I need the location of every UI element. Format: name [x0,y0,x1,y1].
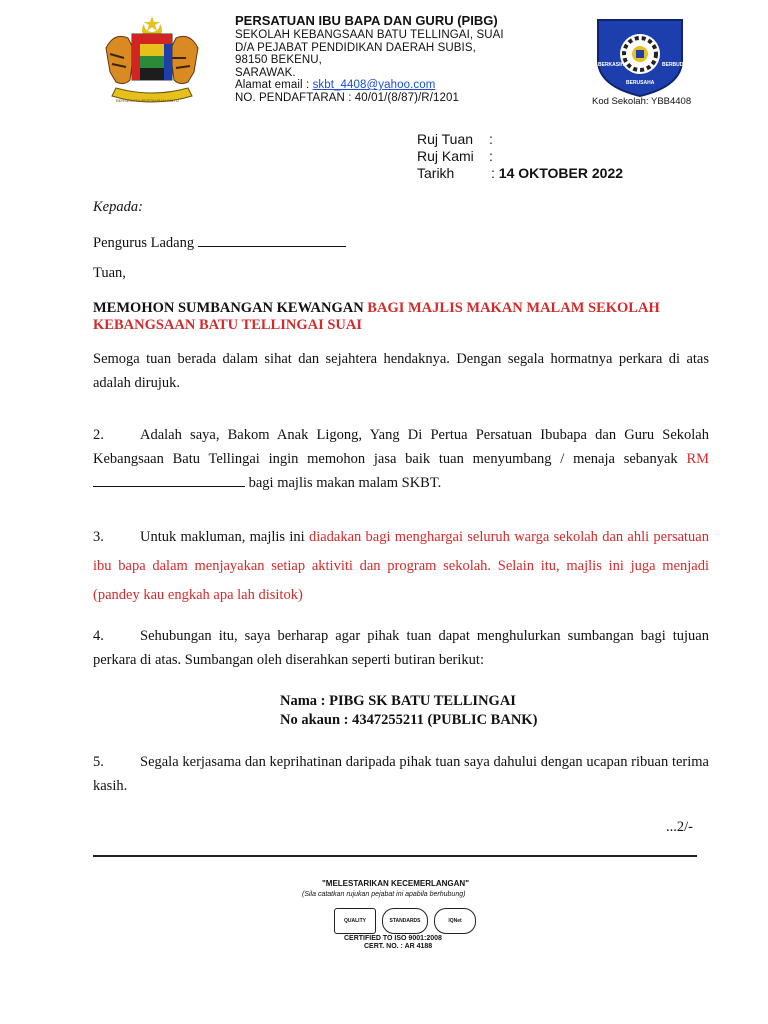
letterhead [235,14,565,104]
paragraph-2-end: bagi majlis makan malam SKBT. [245,475,442,491]
iqnet-badge-label: IQNet [448,918,462,924]
logo-bottom-text: BERUSAHA [626,80,655,86]
ruj-tuan-colon: : [489,131,493,147]
recipient-blank [198,232,346,247]
footer-note: (Sila catatkan rujukan pejabat ini apabila berhubung) [302,891,466,898]
bank-account-name: Nama : PIBG SK BATU TELLINGAI [280,693,516,709]
certification-line-2: CERT. NO. : AR 4188 [364,943,433,950]
ruj-kami-colon: : [489,148,493,164]
org-name: PERSATUAN IBU BAPA DAN GURU (PIBG) [235,13,498,28]
certification-badges [334,906,496,938]
paragraph-2 [93,423,709,495]
quality-badge-label: QUALITY [344,918,366,924]
paragraph-3-red: diadakan bagi menghargai seluruh warga sekolah dan ahli persatuan ibu bapa dalam menjayakan setiap aktiviti dan program sekolah. Selain itu, majlis ini juga menjadi (pandey kau engkah apa lah disitok) [93,529,709,603]
address-line-3: SARAWAK. [235,66,296,79]
quality-badge [334,908,376,934]
standards-badge-label: STANDARDS [389,918,421,924]
iqnet-badge [434,908,476,934]
paragraph-5-number: 5. [93,754,104,770]
paragraph-1 [93,347,709,395]
address-line-2: 98150 BEKENU, [235,54,322,66]
standards-badge [382,908,428,934]
crest-motto: BERSEKUTU BERTAMBAH MUTU [116,98,179,103]
paragraph-5-text: Segala kerjasama dan keprihatinan daripada pihak tuan saya dahului dengan ucapan ribuan terima kasih. [93,754,709,794]
logo-left-text: BERKASIH [598,62,625,68]
tarikh-label: Tarikh [417,165,455,181]
paragraph-4 [93,624,709,672]
ruj-tuan-row [417,131,623,148]
footer-motto: "MELESTARIKAN KECEMERLANGAN" [322,879,469,888]
school-code: Kod Sekolah: YBB4408 [592,96,692,107]
paragraph-4-text: Sehubungan itu, saya berharap agar pihak tuan dapat menghulurkan sumbangan bagi tujuan perkara di atas. Sumbangan oleh diserahkan seperti butiran berikut: [93,628,709,668]
paragraph-2-number: 2. [93,427,104,443]
paragraph-3 [93,523,709,610]
email-link[interactable]: skbt_4408@yahoo.com [312,79,436,91]
logo-right-text: BERBUDI [662,62,685,68]
email-line [235,79,565,92]
kepada: Kepada: [93,199,143,215]
recipient-line [93,232,346,252]
ruj-kami-row [417,148,623,165]
letter-date: 14 OKTOBER 2022 [498,165,624,181]
logo-top-text: SK BATU TELLINGAI [614,15,664,21]
bank-account-number: No akaun : 4347255211 (PUBLIC BANK) [280,712,538,728]
subject-red: BAGI MAJLIS MAKAN MALAM SEKOLAH KEBANGSAAN BATU TELLINGAI SUAI [93,300,660,333]
email-label: Alamat email : [235,79,313,91]
paragraph-2-text: Adalah saya, Bakom Anak Ligong, Yang Di Pertua Persatuan Ibubapa dan Guru Sekolah Kebangsaan Batu Tellingai ingin memohon jasa baik tuan menyumbang / menaja sebanyak [93,427,709,467]
ruj-kami-label: Ruj Kami [417,148,474,164]
subject [93,300,709,334]
school-name: SEKOLAH KEBANGSAAN BATU TELLINGAI, SUAI [235,29,504,41]
paragraph-5 [93,750,709,798]
page-marker: ...2/- [666,819,693,835]
recipient: Pengurus Ladang [93,235,195,251]
footer-divider [93,855,697,857]
ruj-tuan-label: Ruj Tuan [417,131,474,147]
registration-number: NO. PENDAFTARAN : 40/01/(8/87)/R/1201 [235,91,459,104]
certification-line-1: CERTIFIED TO ISO 9001:2008 [344,935,442,942]
address-line-1: D/A PEJABAT PENDIDIKAN DAERAH SUBIS, [235,41,476,54]
paragraph-3-number: 3. [93,529,104,545]
tarikh-colon: : [491,165,495,181]
paragraph-3-black: Untuk makluman, majlis ini [140,529,309,545]
coat-of-arms-logo [100,14,204,104]
bank-details [280,692,537,730]
reference-block [417,131,623,182]
tarikh-row [417,165,623,182]
paragraph-1-text: Semoga tuan berada dalam sihat dan sejahtera hendaknya. Dengan segala hormatnya perkara di atas adalah dirujuk. [93,351,709,391]
paragraph-4-number: 4. [93,628,104,644]
salutation: Tuan, [93,265,126,281]
subject-black: MEMOHON SUMBANGAN KEWANGAN [93,300,368,316]
rm-label: RM [686,451,710,467]
amount-blank [93,472,245,487]
